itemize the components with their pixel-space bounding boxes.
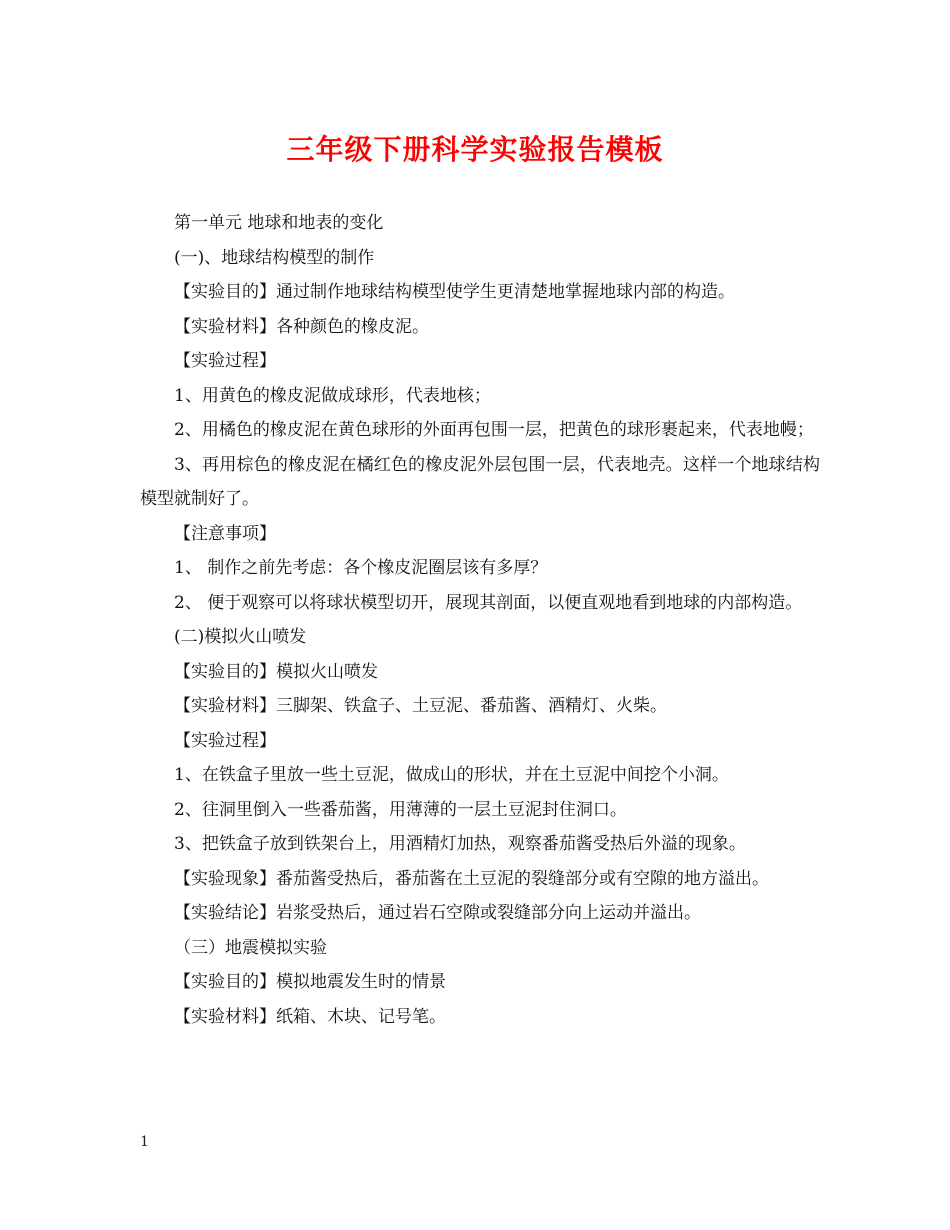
paragraph: 【实验材料】纸箱、木块、记号笔。 bbox=[174, 1006, 446, 1027]
paragraph: 1、在铁盒子里放一些土豆泥，做成山的形状，并在土豆泥中间挖个小洞。 bbox=[174, 765, 729, 785]
paragraph: 1、用黄色的橡皮泥做成球形，代表地核； bbox=[174, 385, 491, 406]
paragraph: 1、 制作之前先考虑：各个橡皮泥圈层该有多厚？ bbox=[174, 558, 548, 578]
paragraph: 3、把铁盒子放到铁架台上，用酒精灯加热，观察番茄酱受热后外溢的现象。 bbox=[174, 834, 746, 854]
paragraph: 【实验材料】三脚架、铁盒子、土豆泥、番茄酱、酒精灯、火柴。 bbox=[174, 696, 667, 716]
paragraph: 3、再用棕色的橡皮泥在橘红色的橡皮泥外层包围一层，代表地壳。这样一个地球结构模型就制好了。 bbox=[140, 454, 820, 509]
paragraph: 【实验目的】模拟火山喷发 bbox=[174, 661, 378, 682]
document-body bbox=[140, 206, 820, 1034]
paragraph: 2、往洞里倒入一些番茄酱，用薄薄的一层土豆泥封住洞口。 bbox=[174, 799, 627, 820]
subsection-heading: (一)、地球结构模型的制作 bbox=[174, 247, 375, 268]
paragraph: 【实验材料】各种颜色的橡皮泥。 bbox=[174, 316, 429, 337]
paragraph: 【实验结论】岩浆受热后，通过岩石空隙或裂缝部分向上运动并溢出。 bbox=[174, 903, 701, 923]
paragraph: 【实验目的】通过制作地球结构模型使学生更清楚地掌握地球内部的构造。 bbox=[174, 282, 735, 302]
paragraph: 【注意事项】 bbox=[174, 523, 276, 544]
page-number: 1 bbox=[140, 1134, 149, 1150]
paragraph: 【实验目的】模拟地震发生时的情景 bbox=[174, 972, 446, 992]
document-title: 三年级下册科学实验报告模板 bbox=[286, 133, 664, 166]
paragraph: 【实验现象】番茄酱受热后，番茄酱在土豆泥的裂缝部分或有空隙的地方溢出。 bbox=[174, 868, 769, 889]
paragraph: 【实验过程】 bbox=[174, 730, 276, 751]
subsection-heading: （三）地震模拟实验 bbox=[174, 937, 327, 958]
subsection-heading: (二)模拟火山喷发 bbox=[174, 627, 307, 647]
paragraph: 2、用橘色的橡皮泥在黄色球形的外面再包围一层，把黄色的球形裹起来，代表地幔； bbox=[174, 420, 814, 440]
paragraph: 2、 便于观察可以将球状模型切开，展现其剖面，以便直观地看到地球的内部构造。 bbox=[174, 592, 803, 613]
paragraph: 【实验过程】 bbox=[174, 351, 276, 371]
section-heading: 第一单元 地球和地表的变化 bbox=[174, 213, 384, 233]
